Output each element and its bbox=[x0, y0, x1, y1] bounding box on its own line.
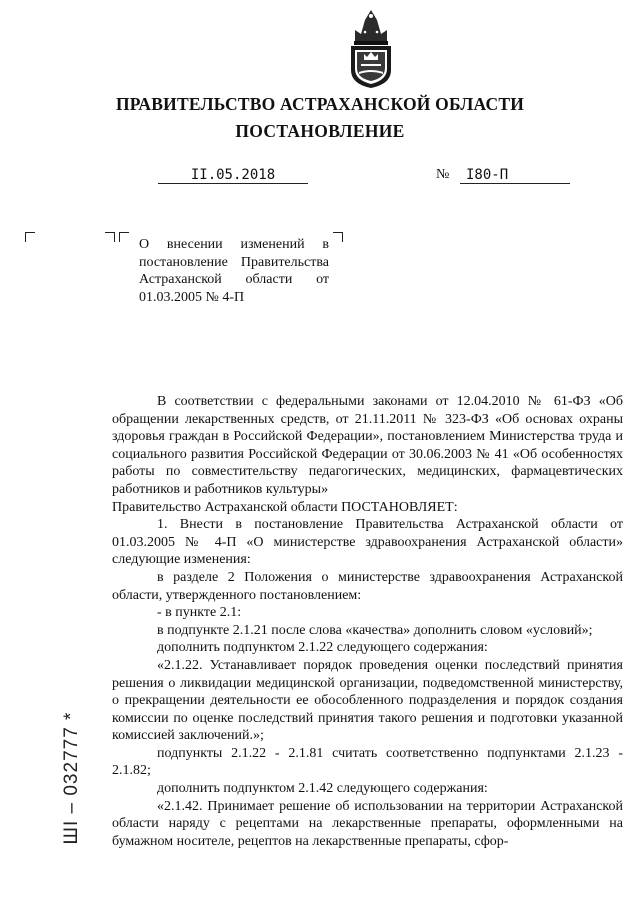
body-paragraph: в подпункте 2.1.21 после слова «качества» дополнить словом «условий»; bbox=[157, 622, 593, 638]
decree-subject: О внесении изменений в постановление Правительства Астраханской области от 01.03.2005 № 4-П bbox=[139, 237, 329, 305]
decree-body bbox=[112, 393, 623, 850]
body-paragraph: дополнить подпунктом 2.1.42 следующего содержания: bbox=[157, 781, 488, 797]
corner-mark bbox=[105, 232, 115, 242]
number-sign: № bbox=[436, 167, 450, 182]
body-paragraph: дополнить подпунктом 2.1.22 следующего содержания: bbox=[157, 640, 488, 656]
body-paragraph: - в пункте 2.1: bbox=[157, 605, 242, 621]
serial-number: ШI – 032777 * bbox=[61, 711, 82, 845]
document-type: ПОСТАНОВЛЕНИЕ bbox=[235, 121, 405, 141]
body-paragraph: «2.1.42. Принимает решение об использовании на территории Астраханской области наряду с рецептами на лекарственные препараты, оформленными на бумажном носителе, рецептов на лекарственные препараты, сфор- bbox=[112, 798, 623, 849]
body-paragraph: 1. Внести в постановление Правительства Астраханской области от 01.03.2005 № 4-П «О министерстве здравоохранения Астраханской области» следующие изменения: bbox=[112, 517, 623, 568]
corner-mark bbox=[119, 232, 129, 242]
body-paragraph: Правительство Астраханской области ПОСТАНОВЛЯЕТ: bbox=[112, 499, 458, 515]
body-paragraph: в разделе 2 Положения о министерстве здравоохранения Астраханской области, утвержденного постановлением: bbox=[112, 569, 623, 603]
body-paragraph: «2.1.22. Устанавливает порядок проведения оценки последствий принятия решения о ликвидации медицинской организации, подведомственной министерству, о прекращении деятельности ее обособленного подразделения и порядок создания комиссии по оценке последствий принятия такого решения и подготовки указанной комиссией заключений.»; bbox=[112, 657, 623, 744]
coat-of-arms-icon bbox=[345, 8, 397, 90]
government-title: ПРАВИТЕЛЬСТВО АСТРАХАНСКОЙ ОБЛАСТИ bbox=[115, 94, 525, 114]
decree-date: II.05.2018 bbox=[158, 167, 308, 184]
body-paragraph: В соответствии с федеральными законами от 12.04.2010 № 61-ФЗ «Об обращении лекарственных средств, от 21.11.2011 № 323-ФЗ «Об основах охраны здоровья граждан в Российской Федерации», постановлением Министерства труда и социального развития Российской Федерации от 30.06.2003 № 41 «Об особенностях работы по совместительству педагогических, медицинских, фармацевтических работников и работников культуры» bbox=[112, 394, 623, 497]
decree-number: I80-П bbox=[460, 167, 570, 184]
corner-mark bbox=[333, 232, 343, 242]
body-paragraph: подпункты 2.1.22 - 2.1.81 считать соответственно подпунктами 2.1.23 - 2.1.82; bbox=[112, 745, 623, 779]
corner-mark bbox=[25, 232, 35, 242]
